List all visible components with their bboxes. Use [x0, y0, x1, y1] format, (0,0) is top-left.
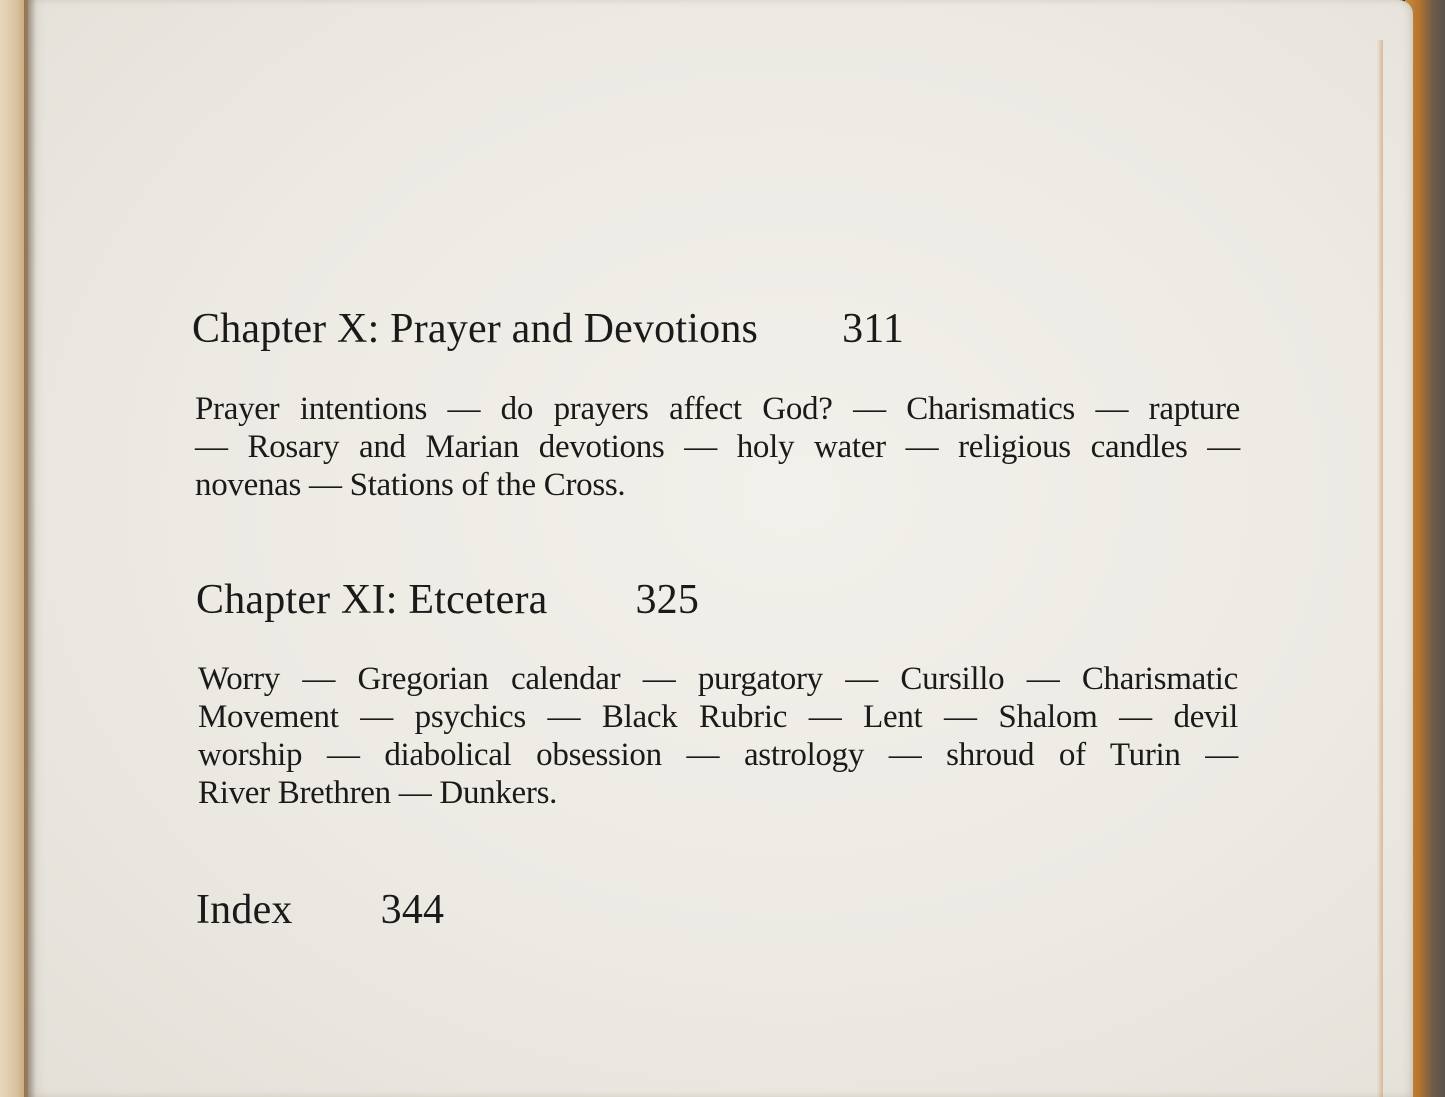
chapter-xi-description-line: Movement — psychics — Black Rubric — Lent — Shalom — devil [198, 699, 1238, 735]
chapter-xi-description-line: River Brethren — Dunkers. [198, 775, 558, 811]
index-heading [196, 887, 444, 933]
chapter-x-description-line: Prayer intentions — do prayers affect God? — Charismatics — rapture [195, 391, 1240, 427]
index-title: Index [196, 887, 293, 933]
chapter-xi-page-number: 325 [635, 577, 700, 623]
index-page-number: 344 [380, 887, 445, 933]
chapter-xi-description [198, 660, 1238, 812]
chapter-xi-title: Chapter XI: Etcetera [196, 577, 548, 623]
chapter-xi-description-line: worship — diabolical obsession — astrology — shroud of Turin — [198, 737, 1238, 773]
chapter-xi-description-line: Worry — Gregorian calendar — purgatory — Cursillo — Charismatic [198, 661, 1238, 697]
page-edge-shadow [1377, 40, 1383, 1097]
chapter-xi-heading [196, 577, 699, 623]
gutter-shadow [24, 0, 36, 1097]
chapter-x-title: Chapter X: Prayer and Devotions [192, 306, 759, 352]
chapter-x-description-line: — Rosary and Marian devotions — holy water — religious candles — [195, 429, 1240, 465]
chapter-x-description [195, 390, 1240, 504]
chapter-x-description-line: novenas — Stations of the Cross. [195, 467, 626, 503]
chapter-x-page-number: 311 [842, 306, 905, 352]
chapter-x-heading [192, 306, 904, 352]
